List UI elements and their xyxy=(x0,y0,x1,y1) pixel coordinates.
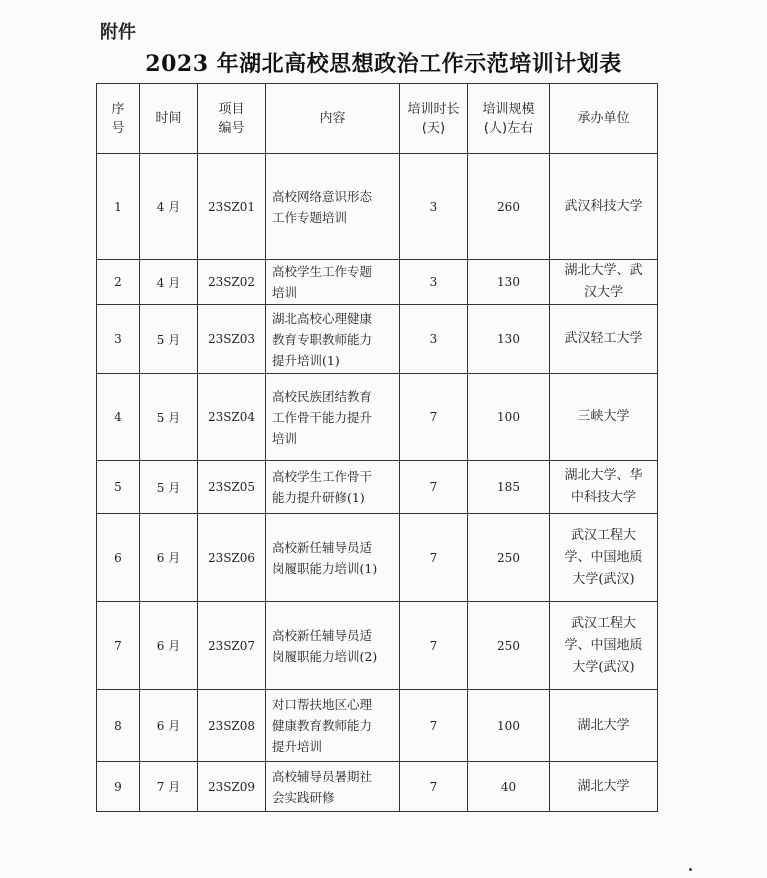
cell-time: 5 月 xyxy=(140,461,198,514)
cell-code: 23SZ01 xyxy=(198,154,266,260)
cell-code: 23SZ04 xyxy=(198,374,266,461)
table-row xyxy=(97,260,658,305)
cell-time: 6 月 xyxy=(140,602,198,690)
cell-time: 4 月 xyxy=(140,260,198,305)
cell-code: 23SZ05 xyxy=(198,461,266,514)
header-content: 内容 xyxy=(266,84,400,154)
cell-content: 湖北高校心理健康 教育专职教师能力 提升培训(1) xyxy=(266,305,400,374)
cell-code: 23SZ09 xyxy=(198,762,266,812)
header-days: 培训时长 (天) xyxy=(400,84,468,154)
cell-content: 高校辅导员暑期社 会实践研修 xyxy=(266,762,400,812)
cell-time: 5 月 xyxy=(140,305,198,374)
cell-index: 4 xyxy=(97,374,140,461)
cell-size: 130 xyxy=(468,305,550,374)
table-row xyxy=(97,305,658,374)
cell-days: 7 xyxy=(400,374,468,461)
cell-time: 4 月 xyxy=(140,154,198,260)
cell-days: 3 xyxy=(400,305,468,374)
cell-content: 高校网络意识形态 工作专题培训 xyxy=(266,154,400,260)
cell-days: 3 xyxy=(400,154,468,260)
cell-index: 9 xyxy=(97,762,140,812)
cell-content: 高校学生工作骨干 能力提升研修(1) xyxy=(266,461,400,514)
cell-org: 武汉轻工大学 xyxy=(550,305,658,374)
cell-code: 23SZ03 xyxy=(198,305,266,374)
cell-org: 湖北大学、华 中科技大学 xyxy=(550,461,658,514)
cell-index: 3 xyxy=(97,305,140,374)
header-time: 时间 xyxy=(140,84,198,154)
table-row xyxy=(97,690,658,762)
cell-size: 100 xyxy=(468,374,550,461)
cell-size: 130 xyxy=(468,260,550,305)
cell-org: 武汉工程大 学、中国地质 大学(武汉) xyxy=(550,514,658,602)
cell-code: 23SZ02 xyxy=(198,260,266,305)
attachment-label: 附件 xyxy=(100,22,136,43)
cell-content: 高校民族团结教育 工作骨干能力提升 培训 xyxy=(266,374,400,461)
cell-org: 湖北大学、武 汉大学 xyxy=(550,260,658,305)
header-size: 培训规模 (人)左右 xyxy=(468,84,550,154)
table-row xyxy=(97,154,658,260)
cell-content: 对口帮扶地区心理 健康教育教师能力 提升培训 xyxy=(266,690,400,762)
cell-index: 1 xyxy=(97,154,140,260)
cell-days: 7 xyxy=(400,461,468,514)
cell-size: 40 xyxy=(468,762,550,812)
cell-org: 武汉科技大学 xyxy=(550,154,658,260)
table-header-row xyxy=(97,84,658,154)
cell-days: 7 xyxy=(400,762,468,812)
cell-size: 250 xyxy=(468,602,550,690)
header-index: 序 号 xyxy=(97,84,140,154)
cell-size: 185 xyxy=(468,461,550,514)
scan-speck xyxy=(689,868,692,871)
header-org: 承办单位 xyxy=(550,84,658,154)
cell-days: 7 xyxy=(400,514,468,602)
cell-time: 5 月 xyxy=(140,374,198,461)
cell-org: 湖北大学 xyxy=(550,762,658,812)
cell-code: 23SZ06 xyxy=(198,514,266,602)
cell-index: 8 xyxy=(97,690,140,762)
cell-index: 7 xyxy=(97,602,140,690)
cell-index: 2 xyxy=(97,260,140,305)
header-code: 项目 编号 xyxy=(198,84,266,154)
cell-index: 6 xyxy=(97,514,140,602)
cell-size: 260 xyxy=(468,154,550,260)
cell-time: 6 月 xyxy=(140,514,198,602)
cell-time: 7 月 xyxy=(140,762,198,812)
cell-days: 7 xyxy=(400,602,468,690)
cell-org: 湖北大学 xyxy=(550,690,658,762)
cell-content: 高校新任辅导员适 岗履职能力培训(1) xyxy=(266,514,400,602)
document-title: 2023 年湖北高校思想政治工作示范培训计划表 xyxy=(145,51,622,77)
table-row xyxy=(97,461,658,514)
cell-content: 高校学生工作专题 培训 xyxy=(266,260,400,305)
cell-size: 100 xyxy=(468,690,550,762)
cell-org: 三峡大学 xyxy=(550,374,658,461)
table-row xyxy=(97,374,658,461)
table-row xyxy=(97,514,658,602)
cell-code: 23SZ08 xyxy=(198,690,266,762)
cell-time: 6 月 xyxy=(140,690,198,762)
table-row xyxy=(97,762,658,812)
cell-code: 23SZ07 xyxy=(198,602,266,690)
cell-days: 3 xyxy=(400,260,468,305)
cell-content: 高校新任辅导员适 岗履职能力培训(2) xyxy=(266,602,400,690)
cell-days: 7 xyxy=(400,690,468,762)
cell-size: 250 xyxy=(468,514,550,602)
table-row xyxy=(97,602,658,690)
cell-org: 武汉工程大 学、中国地质 大学(武汉) xyxy=(550,602,658,690)
cell-index: 5 xyxy=(97,461,140,514)
training-plan-table xyxy=(96,83,658,812)
